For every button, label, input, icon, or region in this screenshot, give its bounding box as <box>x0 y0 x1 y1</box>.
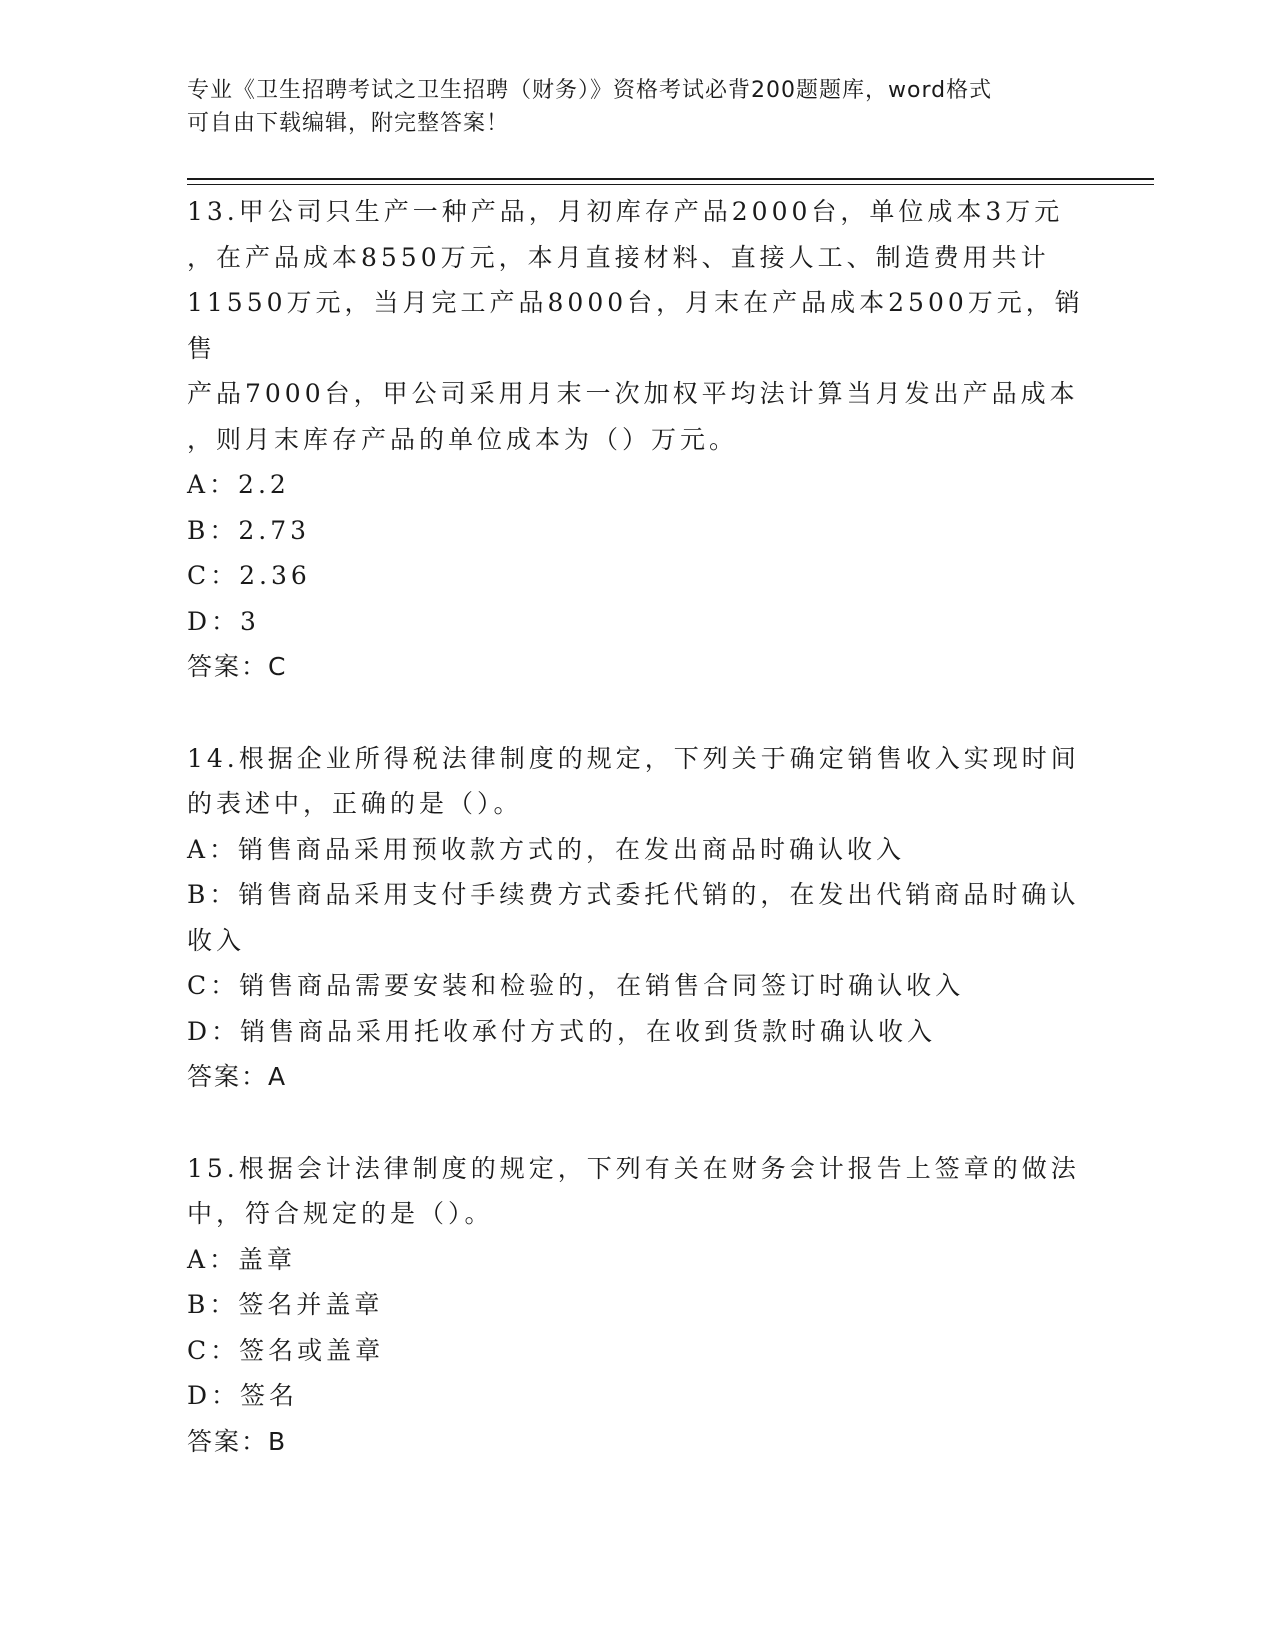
question-text-line: 13.甲公司只生产一种产品，月初库存产品2000台，单位成本3万元 <box>187 197 1064 226</box>
question-14 <box>187 736 1087 1100</box>
question-text-line: 中，符合规定的是（）。 <box>187 1199 494 1228</box>
header-divider-thick <box>187 178 1154 180</box>
question-text-line: 14.根据企业所得税法律制度的规定，下列关于确定销售收入实现时间 <box>187 743 1080 773</box>
option-c: C：销售商品需要安装和检验的，在销售合同签订时确认收入 <box>187 971 965 1000</box>
question-text-line: ，则月末库存产品的单位成本为（）万元。 <box>187 424 739 454</box>
answer-label: 答案：A <box>187 1062 288 1091</box>
option-b: B：2.73 <box>187 515 311 545</box>
option-b: B：销售商品采用支付手续费方式委托代销的，在发出代销商品时确认 <box>187 880 1080 909</box>
answer-label: 答案：B <box>187 1426 288 1456</box>
question-text-line: 产品7000台，甲公司采用月末一次加权平均法计算当月发出产品成本 <box>187 379 1079 408</box>
option-d: D：3 <box>187 606 260 636</box>
question-list <box>187 189 1087 1510</box>
question-15 <box>187 1146 1087 1465</box>
option-a: A：2.2 <box>187 470 290 499</box>
option-c: C：签名或盖章 <box>187 1335 385 1365</box>
question-text-line: ，在产品成本8550万元，本月直接材料、直接人工、制造费用共计 <box>187 242 1050 272</box>
header-line-2: 可自由下载编辑，附完整答案！ <box>187 111 510 136</box>
header-divider-thin <box>187 184 1154 185</box>
option-a: A：销售商品采用预收款方式的，在发出商品时确认收入 <box>187 834 906 864</box>
option-b-continued: 收入 <box>187 925 246 955</box>
question-text-line: 的表述中，正确的是（）。 <box>187 789 523 818</box>
option-d: D：签名 <box>187 1381 299 1410</box>
question-text-line: 11550万元，当月完工产品8000台，月末在产品成本2500万元，销售 <box>187 288 1084 363</box>
answer-label: 答案：C <box>187 652 288 681</box>
option-b: B：签名并盖章 <box>187 1290 384 1319</box>
question-text-line: 15.根据会计法律制度的规定，下列有关在财务会计报告上签章的做法 <box>187 1153 1080 1183</box>
document-header <box>187 74 1087 140</box>
option-c: C：2.36 <box>187 561 311 590</box>
question-13 <box>187 189 1087 690</box>
option-a: A：盖章 <box>187 1244 297 1274</box>
option-d: D：销售商品采用托收承付方式的，在收到货款时确认收入 <box>187 1016 937 1046</box>
header-line-1: 专业《卫生招聘考试之卫生招聘（财务）》资格考试必背200题题库，word格式 <box>187 78 993 103</box>
